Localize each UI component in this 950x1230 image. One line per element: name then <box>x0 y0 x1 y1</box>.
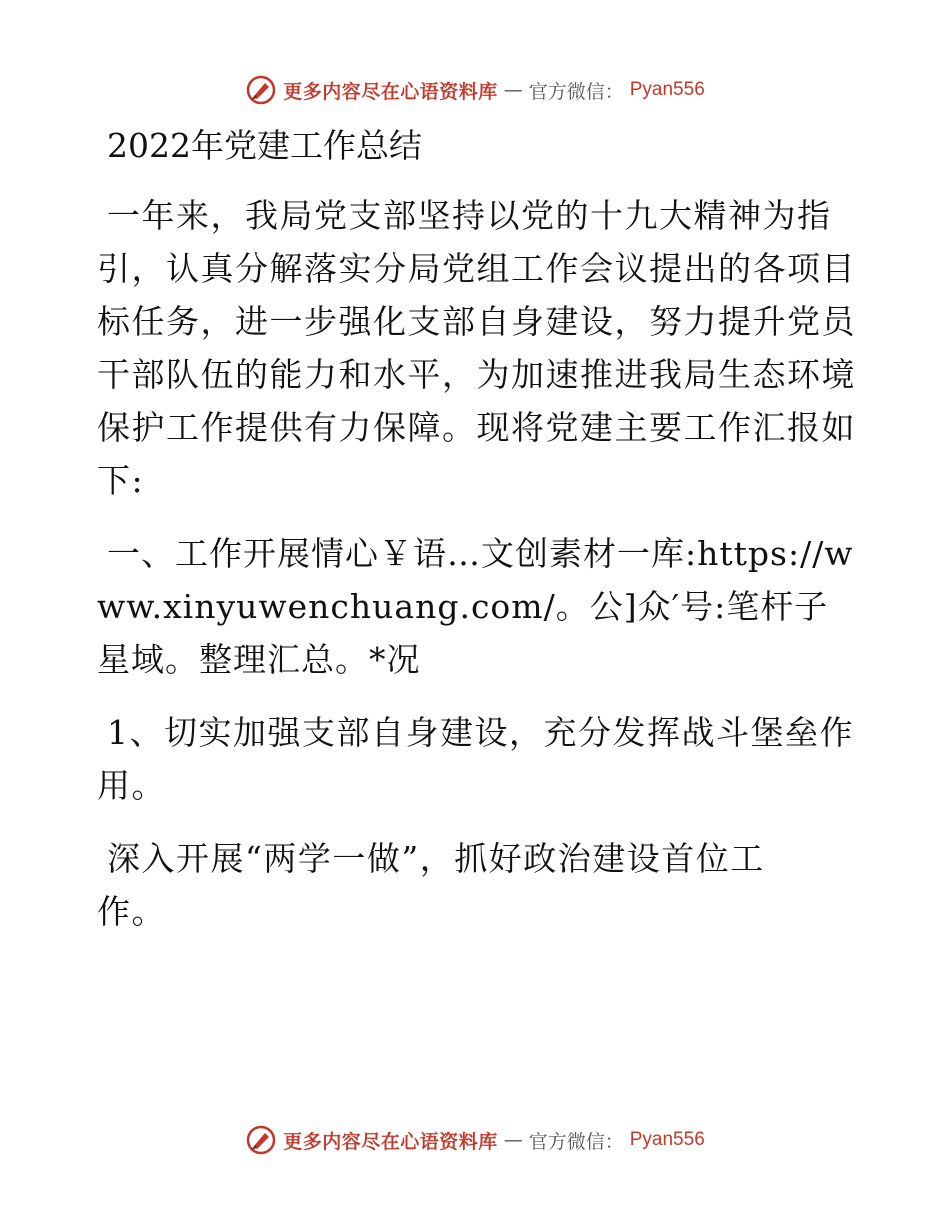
document-title: 2022年党建工作总结 <box>107 126 422 165</box>
pen-nib-logo-icon <box>245 74 277 106</box>
banner-dash: — <box>503 1129 523 1151</box>
paragraph-section-one: 一、工作开展情心￥语…文创素材一库:https://www.xinyuwenchuang.com/。公]众′号:笔杆子星域。整理汇总。*况 <box>97 534 854 679</box>
pen-nib-logo-icon <box>245 1124 277 1156</box>
paragraph-item-one: 1、切实加强支部自身建设，充分发挥战斗堡垒作用。 <box>97 713 854 805</box>
header-banner <box>0 70 950 110</box>
paragraph-intro: 一年来，我局党支部坚持以党的十九大精神为指引，认真分解落实分局党组工作会议提出的各项目标任务，进一步强化支部自身建设，努力提升党员干部队伍的能力和水平，为加速推进我局生态环境保护工作提供有力保障。现将党建主要工作汇报如下: <box>97 196 856 500</box>
banner-sub-text: 官方微信： <box>528 80 624 103</box>
paragraph-two-learn: 深入开展“两学一做”，抓好政治建设首位工作。 <box>97 839 765 931</box>
footer-banner <box>0 1120 950 1160</box>
banner-main-text: 更多内容尽在心语资料库 <box>283 1130 498 1153</box>
banner-sub-text: 官方微信： <box>528 1130 624 1153</box>
document-body <box>97 120 857 958</box>
banner-wechat-id: Pyan556 <box>629 79 705 100</box>
banner-main-text: 更多内容尽在心语资料库 <box>283 80 498 103</box>
banner-dash: — <box>503 79 523 101</box>
banner-wechat-id: Pyan556 <box>629 1129 705 1150</box>
